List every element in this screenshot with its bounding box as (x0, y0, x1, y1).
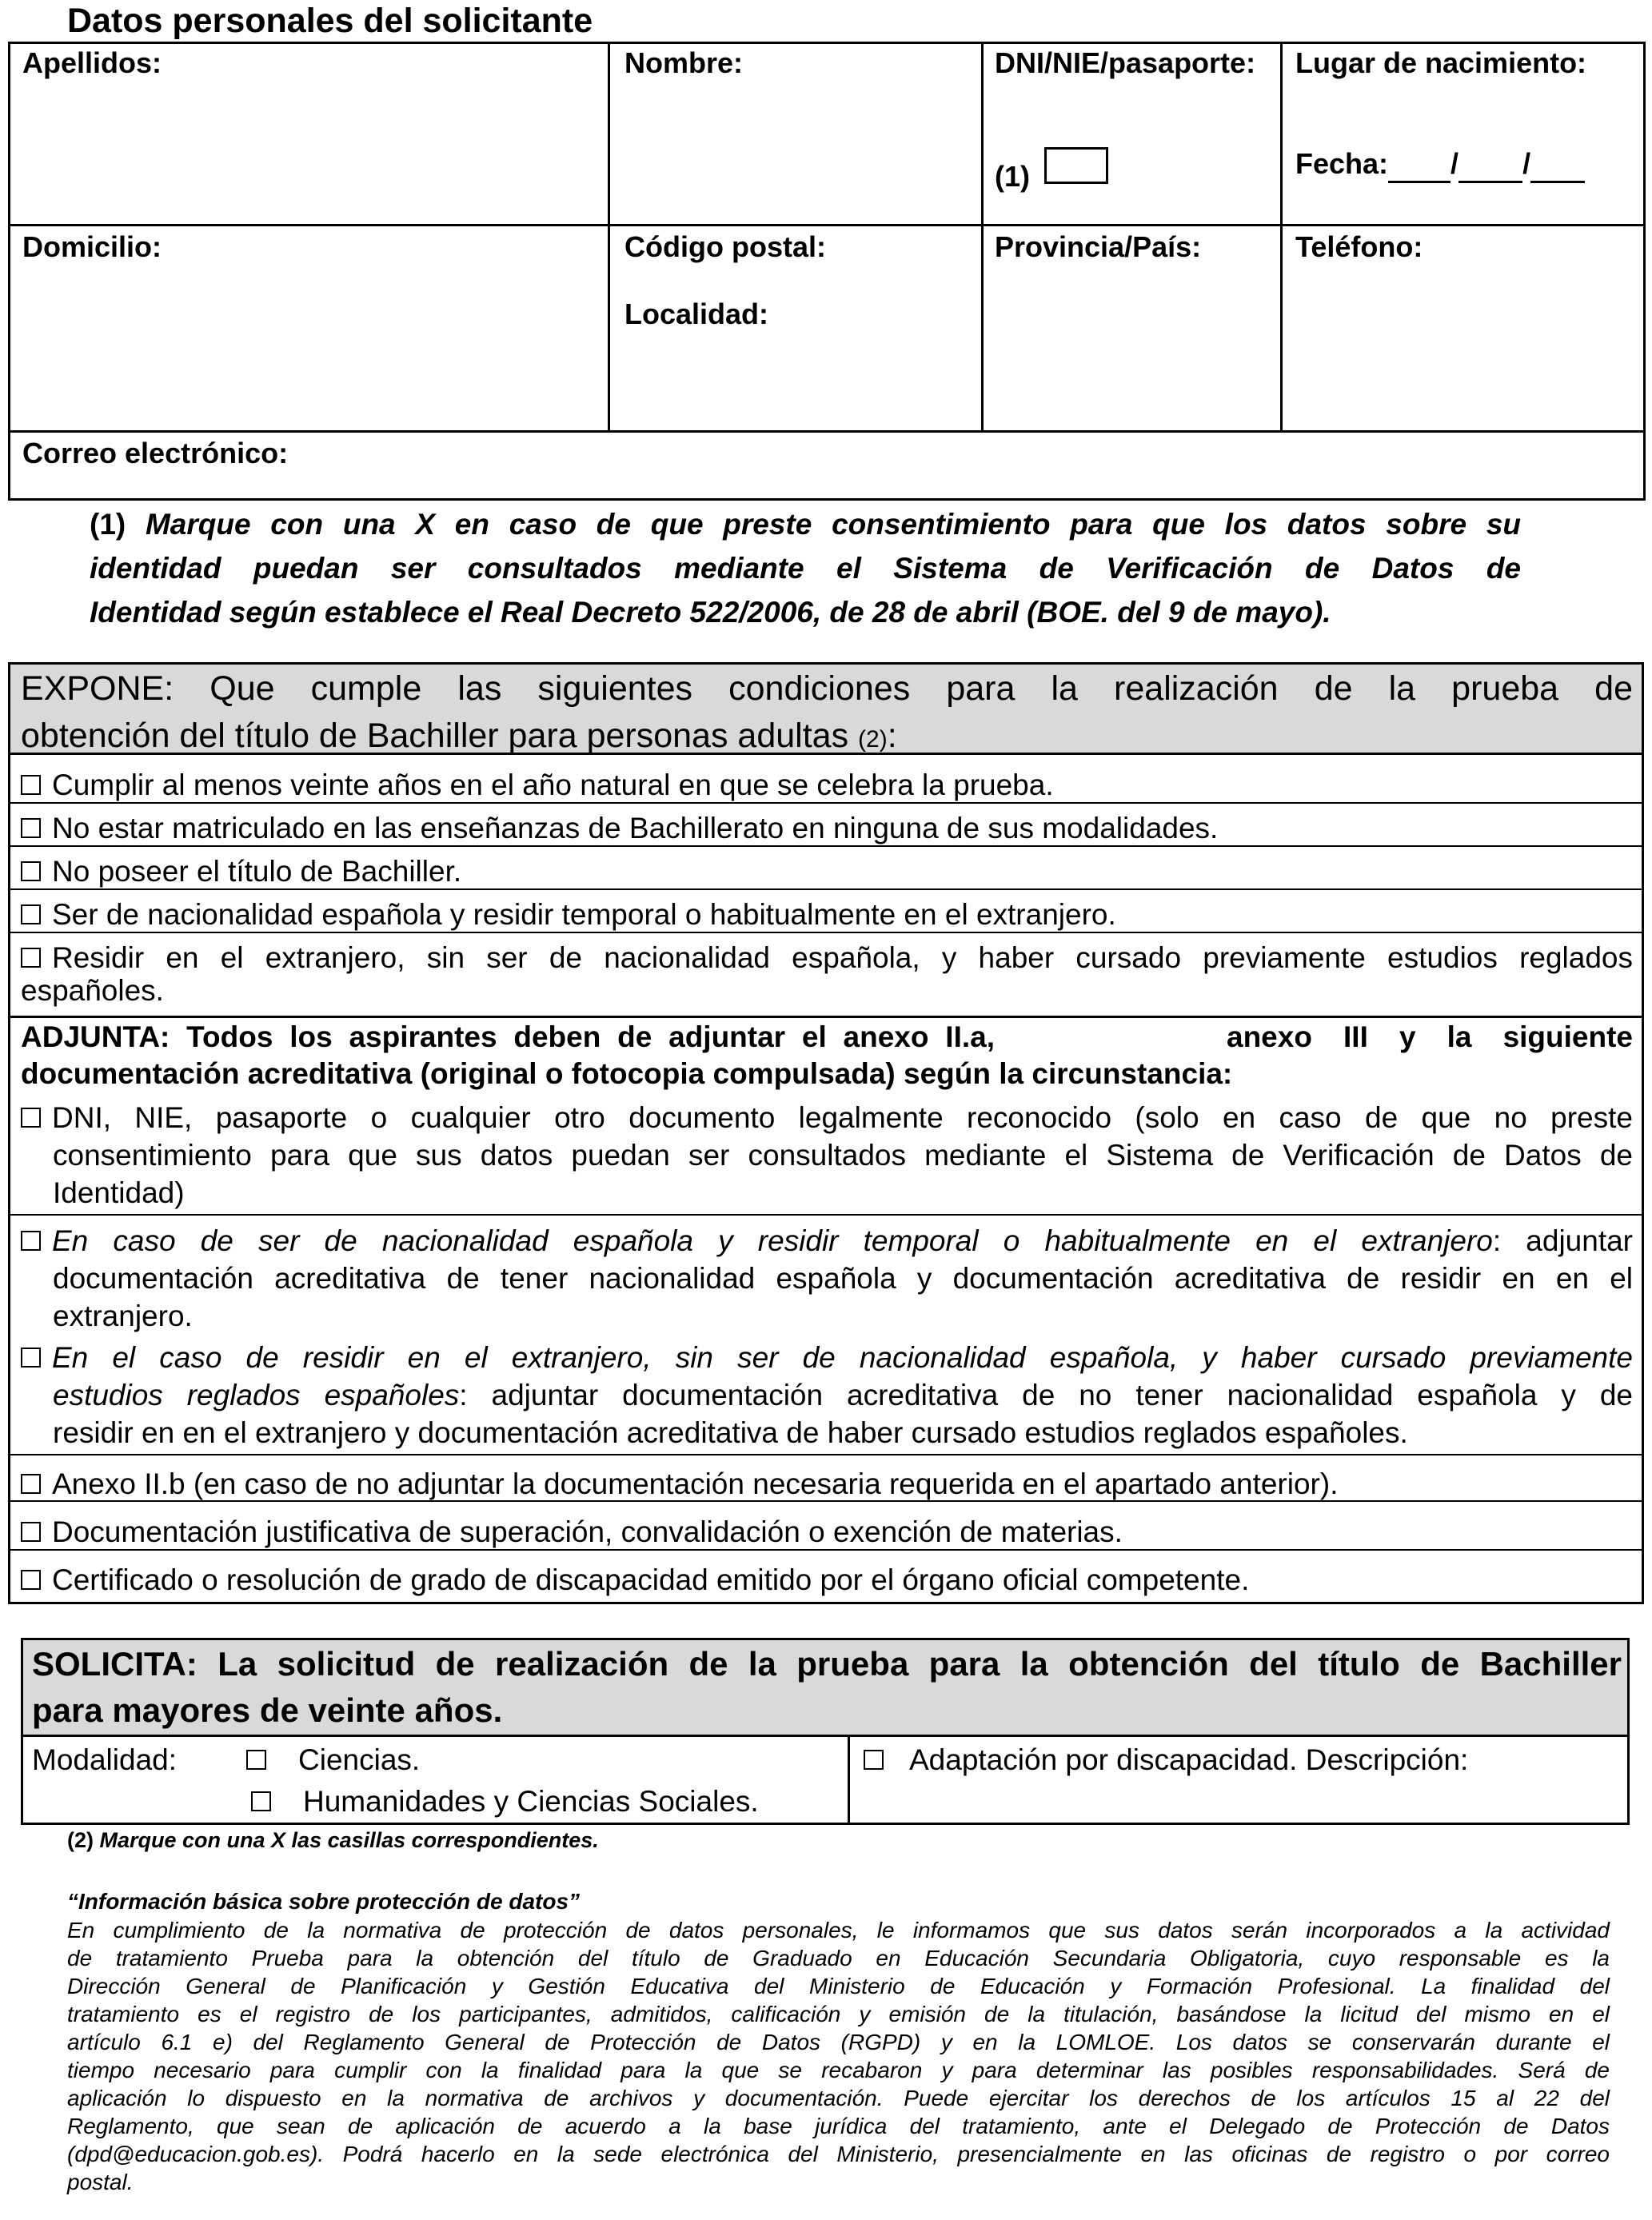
adaptacion-label: Adaptación por discapacidad. Descripción: (909, 1743, 1469, 1776)
expone-item-1-label: Cumplir al menos veinte años en el año natural en que se celebra la prueba. (52, 769, 1054, 801)
expone-colon: : (887, 717, 897, 755)
checkbox-icon[interactable] (864, 1750, 884, 1770)
fecha-sep-1: / (1450, 147, 1459, 180)
checkbox-icon[interactable] (21, 1474, 41, 1494)
adjunta-line-2: documentación acreditativa (original o fotocopia compulsada) según la circunstancia: (21, 1057, 1233, 1090)
privacy-line: Reglamento, que sean de aplicación de acuerdo a la base jurídica del tratamiento, ante el Delegado de Protección de Datos (67, 2114, 1610, 2138)
adjunta-certificado-label: Certificado o resolución de grado de discapacidad emitido por el órgano oficial competente. (52, 1563, 1250, 1596)
field-provincia[interactable]: Provincia/País: (995, 230, 1202, 263)
privacy-line: aplicación lo dispuesto en la normativa de archivos y documentación. Puede ejercitar los derechos de los artículos 15 al 22 del (67, 2086, 1610, 2110)
solicita-line-1: SOLICITA: La solicitud de realización de la prueba para la obtención del título de Bachiller (32, 1645, 1622, 1683)
note-1-line-3: Identidad según establece el Real Decreto 522/2006, de 28 de abril (BOE. del 9 de mayo). (90, 596, 1331, 629)
note-1-num: (1) (90, 508, 126, 541)
adjunta-anexo[interactable] (21, 1465, 1338, 1503)
expone-title-line-1: EXPONE: Que cumple las siguientes condiciones para la realización de la prueba de (21, 669, 1633, 708)
solicita-title (32, 1641, 1622, 1734)
ciencias-label: Ciencias. (298, 1743, 421, 1776)
privacy-line: tiempo necesario para cumplir con la finalidad para la que se recabaron y para determinar las posibles responsabilidades. Será de (67, 2058, 1610, 2082)
expone-item-5-line-1: Residir en el extranjero, sin ser de nacionalidad española, y haber cursado previamente estudios reglados (52, 941, 1633, 974)
field-domicilio[interactable]: Domicilio: (22, 230, 162, 263)
checkbox-icon[interactable] (21, 1348, 41, 1368)
expone-item-5-line-2: españoles. (21, 974, 164, 1007)
field-localidad[interactable]: Localidad: (624, 297, 769, 330)
expone-item-5[interactable] (21, 939, 1633, 1009)
fecha-label: Fecha: (1295, 147, 1389, 180)
note-2 (67, 1828, 599, 1853)
humanidades-label: Humanidades y Ciencias Sociales. (303, 1785, 759, 1818)
expone-title (21, 665, 1633, 763)
privacy-line: de tratamiento Prueba para la obtención del título de Graduado en Educación Secundaria Obligatoria, cuyo responsable es la (67, 1946, 1610, 1970)
adjunta-doc-3[interactable] (21, 1339, 1633, 1451)
privacy-line: En cumplimiento de la normativa de protección de datos personales, le informamos que sus datos serán incorporados a la actividad (67, 1918, 1610, 1942)
checkbox-icon[interactable] (246, 1750, 266, 1770)
consent-checkbox[interactable] (1044, 147, 1108, 184)
adjunta-doc-3-line-3: residir en en el extranjero y documentación acreditativa de haber cursado estudios reglados españoles. (53, 1416, 1408, 1449)
checkbox-icon[interactable] (251, 1791, 271, 1811)
adjunta-doc-3-rest-2: : adjuntar documentación acreditativa de no tener nacionalidad española y de (459, 1379, 1633, 1411)
note-1-line-2: identidad puedan ser consultados mediante el Sistema de Verificación de Datos de (90, 552, 1521, 585)
adjunta-justificativa[interactable] (21, 1513, 1123, 1551)
checkbox-icon[interactable] (21, 1570, 41, 1590)
adjunta-doc-3-line-1: En el caso de residir en el extranjero, sin ser de nacionalidad española, y haber cursado previamente (52, 1341, 1633, 1374)
checkbox-icon[interactable] (21, 1108, 41, 1128)
adjunta-anexo-label: Anexo II.b (en caso de no adjuntar la documentación necesaria requerida en el apartado anterior). (52, 1467, 1339, 1500)
checkbox-icon[interactable] (21, 775, 41, 795)
field-nombre[interactable]: Nombre: (624, 46, 744, 79)
privacy-line: tratamiento es el registro de los participantes, admitidos, calificación y emisión de la titulación, basándose la licitud del mismo en el (67, 2002, 1610, 2026)
option-humanidades[interactable] (251, 1785, 759, 1819)
field-telefono[interactable]: Teléfono: (1295, 230, 1423, 263)
fecha-sep-2: / (1522, 147, 1531, 180)
adjunta-doc-2[interactable] (21, 1222, 1633, 1335)
expone-item-3[interactable] (21, 852, 461, 890)
adjunta-doc-1-line-1: DNI, NIE, pasaporte o cualquier otro documento legalmente reconocido (solo en caso de que no preste (52, 1101, 1633, 1134)
modalidad-label: Modalidad: (32, 1743, 178, 1776)
privacy-title: “Información básica sobre protección de datos” (67, 1889, 581, 1914)
field-apellidos[interactable]: Apellidos: (22, 46, 162, 79)
adjunta-doc-2-italic: En caso de ser de nacionalidad española y residir temporal o habitualmente en el extranjero (52, 1224, 1493, 1257)
adjunta-justificativa-label: Documentación justificativa de superación, convalidación o exención de materias. (52, 1515, 1123, 1548)
option-ciencias[interactable] (246, 1743, 420, 1777)
expone-item-2-label: No estar matriculado en las enseñanzas de Bachillerato en ninguna de sus modalidades. (52, 812, 1219, 844)
field-codigo-postal[interactable]: Código postal: (624, 230, 826, 263)
privacy-line: artículo 6.1 e) del Reglamento General de Protección de Datos (RGPD) y en la LOMLOE. Los datos se conservarán durante el (67, 2030, 1610, 2054)
field-dni[interactable]: DNI/NIE/pasaporte: (995, 46, 1256, 79)
solicita-line-2: para mayores de veinte años. (32, 1691, 503, 1729)
expone-ref: (2) (858, 726, 888, 753)
checkbox-icon[interactable] (21, 1522, 41, 1542)
expone-item-3-label: No poseer el título de Bachiller. (52, 855, 462, 888)
privacy-body (67, 1916, 1610, 2196)
fecha-day-blank[interactable] (1388, 147, 1450, 183)
adjunta-title (21, 1019, 1633, 1092)
adjunta-line-1a: ADJUNTA: Todos los aspirantes deben de adjuntar el anexo II.a, (21, 1020, 995, 1053)
adjunta-line-1b: anexo III y la siguiente (1227, 1020, 1633, 1053)
section-title-personal: Datos personales del solicitante (67, 2, 593, 40)
expone-item-4[interactable] (21, 896, 1116, 933)
adjunta-certificado[interactable] (21, 1561, 1249, 1599)
expone-item-4-label: Ser de nacionalidad española y residir temporal o habitualmente en el extranjero. (52, 898, 1116, 931)
note-1 (90, 502, 1521, 634)
checkbox-icon[interactable] (21, 904, 41, 924)
adjunta-doc-2-line-2: documentación acreditativa de tener nacionalidad española y documentación acreditativa de residir en en el (53, 1262, 1633, 1295)
consent-mark: (1) (995, 160, 1030, 193)
field-lugar-nacimiento[interactable]: Lugar de nacimiento: (1295, 46, 1587, 79)
field-fecha[interactable] (1295, 147, 1585, 183)
personal-table (8, 42, 1646, 501)
expone-item-1[interactable] (21, 766, 1054, 804)
adjunta-doc-3-italic-2: estudios reglados españoles (53, 1379, 460, 1411)
checkbox-icon[interactable] (21, 1231, 41, 1251)
note-2-text: Marque con una X las casillas correspondientes. (99, 1828, 599, 1852)
note-1-line-1: Marque con una X en caso de que preste consentimiento para que los datos sobre su (145, 508, 1521, 541)
adjunta-doc-2-rest: : adjuntar (1492, 1224, 1633, 1257)
note-2-num: (2) (67, 1828, 94, 1852)
privacy-line-last: postal. (67, 2170, 134, 2194)
checkbox-icon[interactable] (21, 948, 41, 968)
privacy-line: (dpd@educacion.gob.es). Podrá hacerlo en la sede electrónica del Ministerio, presencialmente en las oficinas de registro o por correo (67, 2142, 1610, 2166)
adjunta-doc-1-line-2: consentimiento para que sus datos puedan ser consultados mediante el Sistema de Verificación de Datos de (53, 1139, 1633, 1172)
expone-title-line-2: obtención del título de Bachiller para personas adultas (21, 717, 849, 755)
option-adaptacion[interactable] (864, 1743, 1468, 1777)
fecha-month-blank[interactable] (1458, 147, 1522, 183)
checkbox-icon[interactable] (21, 861, 41, 881)
adjunta-doc-1-line-3: Identidad) (53, 1176, 185, 1209)
fecha-year-blank[interactable] (1530, 147, 1585, 183)
field-correo[interactable]: Correo electrónico: (22, 437, 289, 469)
checkbox-icon[interactable] (21, 818, 41, 838)
expone-item-2[interactable] (21, 809, 1218, 847)
privacy-line: Dirección General de Planificación y Gestión Educativa del Ministerio de Educación y Formación Profesional. La finalidad del (67, 1974, 1610, 1998)
adjunta-doc-2-line-3: extranjero. (53, 1300, 193, 1332)
adjunta-doc-1[interactable] (21, 1099, 1633, 1212)
